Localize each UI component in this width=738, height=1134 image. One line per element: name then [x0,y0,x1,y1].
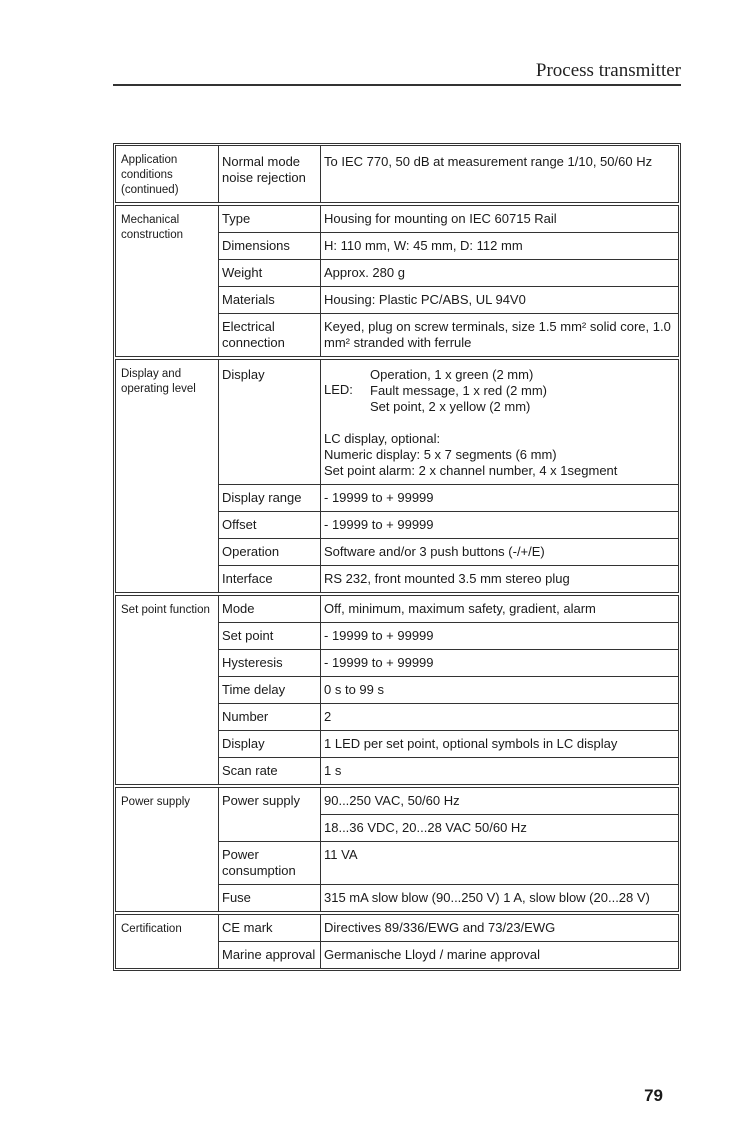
param-value: To IEC 770, 50 dB at measurement range 1/10, 50/60 Hz [324,154,653,169]
table-row-display [219,360,678,485]
param-value: Off, minimum, maximum safety, gradient, alarm [324,601,596,616]
page-number: 79 [644,1086,663,1105]
table-row [219,314,678,356]
param-label: Materials [219,287,321,313]
param-label: Mode [219,596,321,622]
param-label: Time delay [219,677,321,703]
table-row [219,842,678,885]
param-label: Dimensions [219,233,321,259]
table-row [219,596,678,623]
param-label: Normal mode noise rejection [219,146,321,202]
param-value: Directives 89/336/EWG and 73/23/EWG [324,920,556,935]
param-label: Offset [219,512,321,538]
led-label: LED: [324,382,353,397]
led-block [324,367,675,415]
param-value: Housing: Plastic PC/ABS, UL 94V0 [324,292,526,307]
table-row [219,650,678,677]
category-label: Certification [116,915,219,968]
section-power-supply [115,787,679,912]
table-row [219,233,678,260]
lc-line: Set point alarm: 2 x channel number, 4 x 1segment [324,463,618,478]
param-value: - 19999 to + 99999 [324,517,434,532]
led-line: Fault message, 1 x red (2 mm) [370,383,547,398]
param-value: Housing for mounting on IEC 60715 Rail [324,211,557,226]
param-label: Weight [219,260,321,286]
param-value: 2 [324,709,332,724]
param-label: Interface [219,566,321,592]
param-value: Approx. 280 g [324,265,405,280]
category-label: Power supply [116,788,219,911]
param-value: 18...36 VDC, 20...28 VAC 50/60 Hz [324,820,527,835]
section-application-conditions [115,145,679,203]
param-label: Set point [219,623,321,649]
param-label: Display [219,731,321,757]
section-set-point-function [115,595,679,785]
param-label: Display range [219,485,321,511]
param-label: Display [219,360,321,484]
param-value: RS 232, front mounted 3.5 mm stereo plug [324,571,570,586]
specification-table [113,143,681,971]
param-label: Type [219,206,321,232]
param-value: Keyed, plug on screw terminals, size 1.5 mm² solid core, 1.0 mm² stranded with ferrule [324,319,671,350]
section-mechanical-construction [115,205,679,357]
param-value: 11 VA [324,847,358,862]
table-row [219,623,678,650]
param-value: - 19999 to + 99999 [324,628,434,643]
param-label: Fuse [219,885,321,911]
table-row [219,485,678,512]
param-value: 1 LED per set point, optional symbols in LC display [324,736,618,751]
param-label: Power supply [219,788,321,841]
param-value: 90...250 VAC, 50/60 Hz [321,788,678,815]
table-row [219,260,678,287]
param-value: Germanische Lloyd / marine approval [324,947,541,962]
table-row [219,539,678,566]
param-value: 315 mA slow blow (90...250 V) 1 A, slow blow (20...28 V) [324,890,650,905]
table-row [219,287,678,314]
led-line: Set point, 2 x yellow (2 mm) [370,399,531,414]
param-value: - 19999 to + 99999 [324,490,434,505]
param-label: CE mark [219,915,321,941]
table-row [219,915,678,942]
header-rule [113,84,681,86]
param-label: Marine approval [219,942,321,968]
table-row [219,885,678,911]
page-header-title: Process transmitter [535,60,681,81]
lc-line: LC display, optional: [324,431,441,446]
table-row [219,566,678,592]
table-row [219,146,678,202]
table-row [219,206,678,233]
category-label: Application conditions (continued) [116,146,219,202]
table-row [219,512,678,539]
param-label: Electrical connection [219,314,321,356]
param-label: Scan rate [219,758,321,784]
param-label: Power consumption [219,842,321,884]
lc-line: Numeric display: 5 x 7 segments (6 mm) [324,447,557,462]
table-row [219,731,678,758]
table-row-power-supply [219,788,678,842]
param-value: - 19999 to + 99999 [324,655,434,670]
category-label: Mechanical construction [116,206,219,356]
category-label: Display and operating level [116,360,219,592]
table-row [219,677,678,704]
param-label: Hysteresis [219,650,321,676]
param-value: H: 110 mm, W: 45 mm, D: 112 mm [324,238,523,253]
table-row [219,704,678,731]
section-certification [115,914,679,969]
table-row [219,942,678,968]
section-display-operating-level [115,359,679,593]
param-value: Software and/or 3 push buttons (-/+/E) [324,544,545,559]
param-label: Number [219,704,321,730]
param-value: 0 s to 99 s [324,682,384,697]
table-row [219,758,678,784]
param-label: Operation [219,539,321,565]
param-value-display [321,360,678,484]
category-label: Set point function [116,596,219,784]
led-line: Operation, 1 x green (2 mm) [370,367,534,382]
led-lines [370,367,547,415]
param-value: 1 s [324,763,342,778]
